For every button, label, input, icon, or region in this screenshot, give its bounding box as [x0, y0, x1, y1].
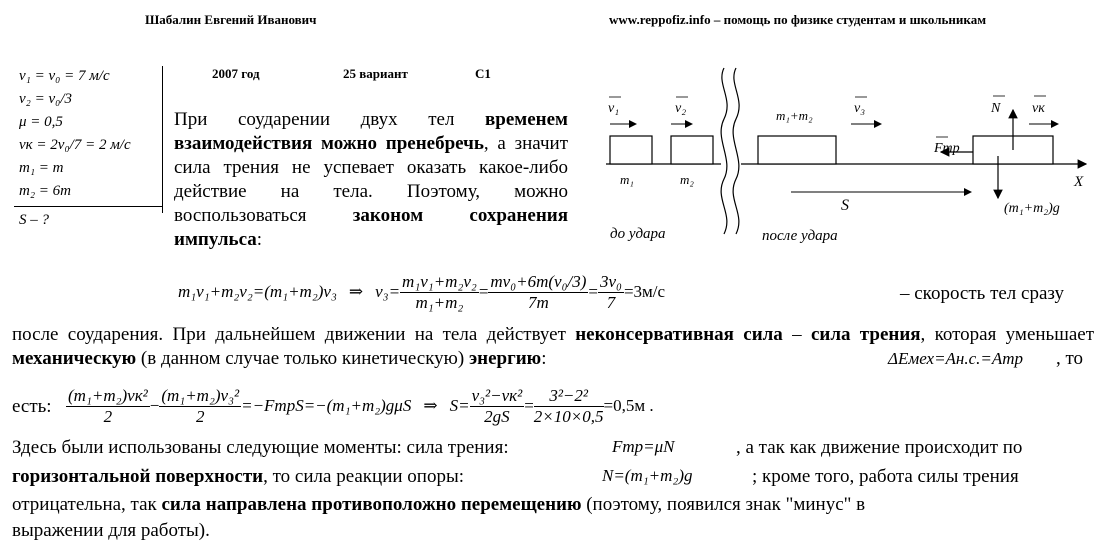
collision-figure — [596, 64, 1096, 254]
label-m1m2: m₁+m₂ — [776, 108, 813, 123]
text-that-is: есть: — [12, 396, 52, 417]
given-line: vк = 2v₀/7 = 2 м/с — [19, 137, 131, 153]
given-divider-horizontal — [14, 206, 162, 207]
label-x-axis: X — [1074, 174, 1084, 190]
given-line: m₂ = 6m — [19, 183, 72, 199]
label-gravity: (m₁+m₂)g — [1004, 201, 1060, 216]
author-header: Шабалин Евгений Иванович — [145, 12, 317, 27]
given-find: S – ? — [19, 212, 49, 228]
label-before: до удара — [610, 226, 666, 242]
text-then: , то — [1056, 348, 1084, 369]
label-vk: vк — [1032, 101, 1045, 116]
equation-friction: Fтр=μN — [612, 437, 675, 456]
label-v2: v₂ — [675, 101, 687, 116]
meta-variant: 25 вариант — [343, 66, 408, 81]
label-m1: m₁ — [620, 172, 634, 187]
given-line: μ = 0,5 — [19, 114, 63, 130]
label-ftr: Fтр — [934, 141, 960, 156]
meta-task: C1 — [475, 66, 491, 81]
site-header: www.reppofiz.info – помощь по физике студентам и школьникам — [609, 12, 987, 27]
label-N: N — [991, 101, 1001, 116]
equation-momentum: m₁v₁+m₂v₂=(m₁+m₂)v₃ ⇒ v₃= $\frac{\text{m₁v₁+m₂v₂}}{\text{m₁+m₂}}$ = $\frac{\text{mv₀+6m(v₀/3)}}{7m}$ = $\frac{\text{3v₀}}{7}$ =3м/с — [178, 271, 666, 312]
paragraph-intro: При соударении двух тел временем взаимодействия можно пренебречь, а значит сила трения не успевает оказать какое-либо действие на тела. Поэтому, можно воспользоваться законом сохранения импульса: — [174, 109, 569, 250]
text-moreover: ; кроме того, работа силы трения — [752, 466, 1019, 487]
given-line: v₁ = v₀ = 7 м/с — [19, 68, 110, 84]
text-surface: горизонтальной поверхности, то сила реакции опоры: — [12, 466, 464, 487]
text-moments: Здесь были использованы следующие моменты: сила трения: — [12, 437, 509, 458]
label-after: после удара — [762, 228, 838, 244]
label-S: S — [841, 197, 849, 214]
label-m2: m₂ — [680, 172, 694, 187]
given-line: m₁ = m — [19, 160, 64, 176]
meta-year: 2007 год — [212, 66, 260, 81]
label-v1: v₁ — [608, 101, 620, 116]
text-horizontal: , а так как движение происходит по — [736, 437, 1023, 458]
given-line: v₂ = v₀/3 — [19, 91, 73, 107]
text-negative: отрицательна, так сила направлена противоположно перемещению (поэтому, появился знак "минус" в — [12, 494, 866, 515]
given-divider-vertical — [162, 66, 163, 213]
paragraph-friction: после соударения. При дальнейшем движении на тела действует неконсервативная сила – сила трения, которая уменьшает механическую (в данном случае только кинетическую) энергию: — [12, 324, 1095, 369]
equation-work: $\frac{\text{(m₁+m₂)vк²}}{2}$ − $\frac{\text{(m₁+m₂)v₃²}}{2}$ =−FтрS=−(m₁+m₂)gμS ⇒ S= $\frac{\text{v₃²−vк²}}{2gS}$ = $\frac{\text{3²−2²}}{2\times 10\times 0,5}$ =0,5м . — [68, 385, 654, 426]
text-work-expr: выражении для работы). — [12, 520, 210, 541]
given-block — [14, 66, 162, 266]
equation-energy: ΔEмех=Aн.с.=Aтр — [888, 349, 1024, 368]
label-v3: v₃ — [854, 101, 866, 116]
equation-tail: – скорость тел сразу — [900, 283, 1065, 304]
equation-normal: N=(m₁+m₂)g — [602, 466, 693, 485]
